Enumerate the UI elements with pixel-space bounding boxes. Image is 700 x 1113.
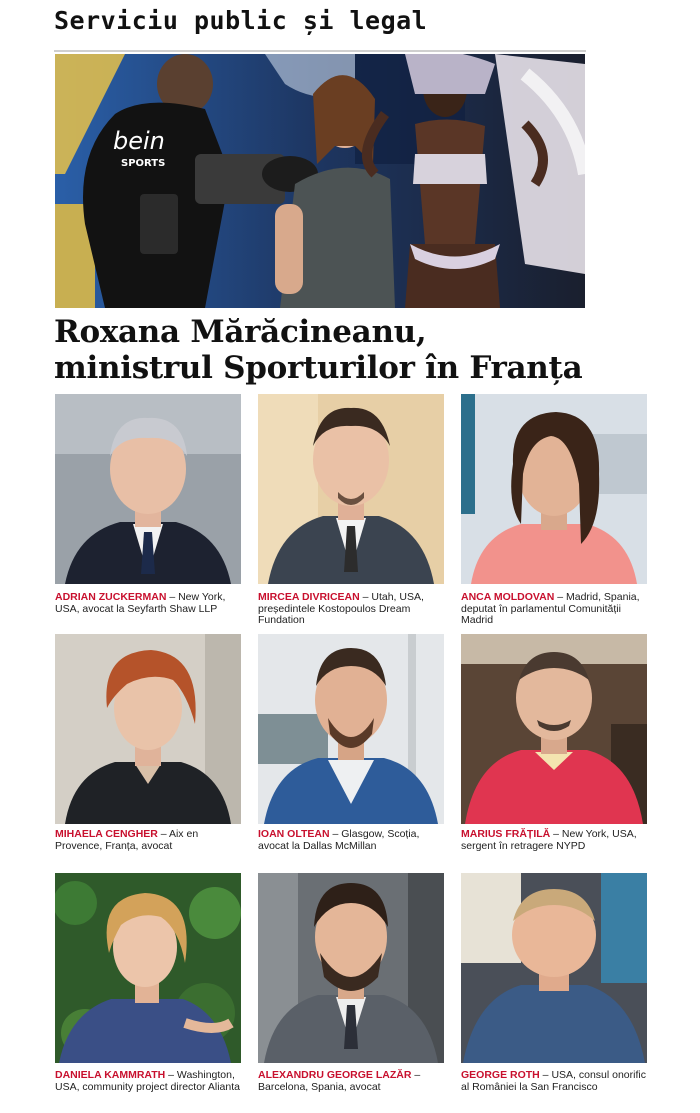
caption bbox=[55, 1070, 247, 1093]
person-description: – Madrid, Spania, deputat în parlamentul Comunității Madrid bbox=[461, 591, 640, 626]
person-description: – New York, USA, avocat la Seyfarth Shaw LLP bbox=[55, 591, 226, 615]
person-description: – USA, consul onorific al României la San Francisco bbox=[461, 1069, 646, 1093]
svg-text:SPORTS: SPORTS bbox=[121, 158, 166, 169]
portrait-photo bbox=[258, 873, 444, 1063]
person-description: – Barcelona, Spania, avocat bbox=[258, 1069, 421, 1093]
headline-line-2: ministrul Sporturilor în Franța bbox=[54, 350, 583, 386]
portrait-photo bbox=[461, 873, 647, 1063]
caption bbox=[55, 829, 247, 852]
caption bbox=[461, 592, 653, 627]
person-name: MIRCEA DIVRICEAN bbox=[258, 591, 360, 603]
person-description: – Utah, USA, președintele Kostopoulos Dream Fundation bbox=[258, 591, 424, 626]
title-divider bbox=[54, 50, 586, 52]
headline bbox=[54, 314, 582, 386]
person-name: IOAN OLTEAN bbox=[258, 828, 330, 840]
caption bbox=[461, 1070, 653, 1093]
caption bbox=[258, 829, 450, 852]
caption bbox=[258, 592, 450, 627]
caption bbox=[461, 829, 653, 852]
person-name: MIHAELA CENGHER bbox=[55, 828, 158, 840]
person-name: MARIUS FRĂȚILĂ bbox=[461, 828, 551, 840]
person-name: ANCA MOLDOVAN bbox=[461, 591, 555, 603]
person-name: GEORGE ROTH bbox=[461, 1069, 540, 1081]
person-name: ALEXANDRU GEORGE LAZĂR bbox=[258, 1069, 412, 1081]
caption bbox=[55, 592, 247, 615]
portrait-photo bbox=[258, 394, 444, 584]
person-name: DANIELA KAMMRATH bbox=[55, 1069, 166, 1081]
caption bbox=[258, 1070, 450, 1093]
portrait-photo bbox=[461, 394, 647, 584]
portrait-photo bbox=[55, 873, 241, 1063]
hero-photo bbox=[55, 54, 585, 308]
person-description: – Washington, USA, community project director Alianta bbox=[55, 1069, 240, 1093]
portrait-photo bbox=[55, 394, 241, 584]
section-title: Serviciu public și legal bbox=[54, 6, 428, 35]
person-description: – Glasgow, Scoția, avocat la Dallas McMillan bbox=[258, 828, 420, 852]
portrait-photo bbox=[258, 634, 444, 824]
person-name: ADRIAN ZUCKERMAN bbox=[55, 591, 167, 603]
person-description: – New York, USA, sergent în retragere NYPD bbox=[461, 828, 637, 852]
svg-text:bein: bein bbox=[113, 127, 165, 155]
headline-line-1: Roxana Mărăcineanu, bbox=[54, 314, 427, 350]
portrait-photo bbox=[461, 634, 647, 824]
person-description: – Aix en Provence, Franța, avocat bbox=[55, 828, 199, 852]
portrait-photo bbox=[55, 634, 241, 824]
